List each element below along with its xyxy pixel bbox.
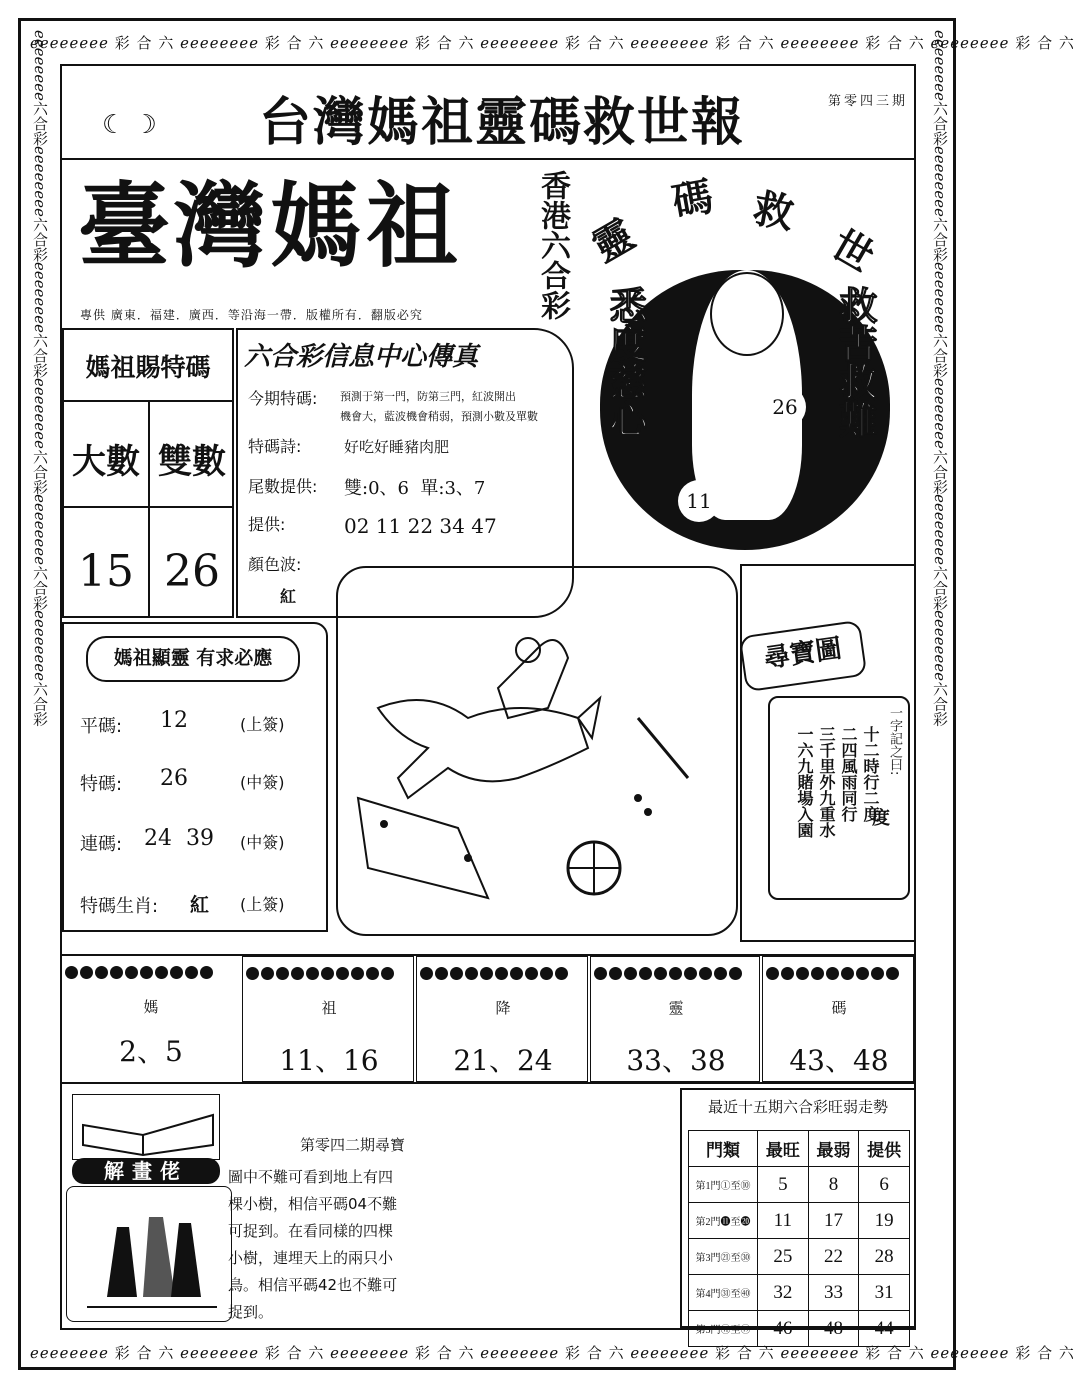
number-cell-1 — [62, 956, 240, 1082]
cell-numbers-3: 21、24 — [453, 1044, 553, 1077]
trend-cell: 25 — [758, 1239, 809, 1275]
trend-cell: 8 — [808, 1167, 859, 1203]
hk-mark-six-label: 香港六合彩 — [535, 170, 570, 320]
left-vertical-text: 悉度慈心 — [603, 286, 647, 438]
treasure-poem-line-4: 一六九賭場入園 — [795, 726, 814, 838]
trend-cell: 5 — [758, 1167, 809, 1203]
number-cell-3 — [416, 956, 588, 1082]
number-cell-5 — [762, 956, 914, 1082]
mazu-box — [62, 622, 328, 932]
medallion-number-11: 11 — [678, 480, 720, 522]
cell-char-1: 媽 — [143, 998, 159, 1016]
table-row — [689, 1311, 910, 1347]
trend-cell: 46 — [758, 1311, 809, 1347]
flat-code-value: 12 — [160, 708, 188, 733]
treasure-poem-line-2: 二四風雨同行 — [839, 726, 858, 822]
treasure-final-char: 度 — [872, 808, 890, 829]
cell-char-5: 碼 — [831, 999, 847, 1017]
zodiac-sign: (上簽) — [240, 895, 285, 914]
trend-header-category: 門類 — [689, 1131, 758, 1167]
cell-numbers-5: 43、48 — [789, 1044, 889, 1077]
arc-char-1: 靈 — [584, 211, 643, 272]
this-issue-text-1: 預測于第一門，防第三門，紅波開出 — [340, 390, 516, 403]
special-code-sign: (中簽) — [240, 773, 285, 792]
treasure-poem-line-3: 三千里外九重水 — [817, 726, 836, 838]
tail-text: 雙:0、6 單:3、7 — [344, 478, 486, 499]
trend-cell: 11 — [758, 1203, 809, 1239]
solution-text — [228, 1164, 397, 1326]
trend-row-label: 第5門㊶至㊾ — [689, 1311, 758, 1347]
solution-line-1: 圖中不難可看到地上有四 — [228, 1168, 394, 1186]
special-code-value-1: 15 — [78, 546, 134, 597]
brand-title: 臺灣媽祖 — [78, 172, 463, 280]
solution-line-3: 可捉到。在看同樣的四棵 — [228, 1222, 394, 1240]
zodiac-label: 特碼生肖: — [80, 896, 159, 917]
trend-row-label: 第1門①至⑩ — [689, 1167, 758, 1203]
trend-cell: 33 — [808, 1275, 859, 1311]
flat-code-sign: (上簽) — [240, 715, 285, 734]
right-border-strip: ℯℯℯℯℯℯℯℯ六合彩ℯℯℯℯℯℯℯℯ六合彩ℯℯℯℯℯℯℯℯ六合彩ℯℯℯℯℯℯℯℯ六合彩ℯℯℯℯℯℯℯℯ六合彩ℯℯℯℯℯℯℯℯ六合彩 — [931, 30, 949, 727]
buddha-medallion — [582, 160, 908, 552]
table-row — [689, 1203, 910, 1239]
color-label: 顏色波: — [248, 555, 302, 574]
horse-rider-drawing — [338, 568, 736, 934]
table-row — [689, 1239, 910, 1275]
trend-header-provide: 提供 — [859, 1131, 910, 1167]
solution-section — [62, 1090, 422, 1326]
trend-cell: 6 — [859, 1167, 910, 1203]
special-code-title: 媽祖賜特碼 — [85, 353, 211, 382]
bottom-border-strip: ℯℯℯℯℯℯℯℯ 彩 合 六 ℯℯℯℯℯℯℯℯ 彩 合 六 ℯℯℯℯℯℯℯℯ 彩 合 六 ℯℯℯℯℯℯℯℯ 彩 合 六 ℯℯℯℯℯℯℯℯ 彩 合 六 ℯℯℯℯℯℯℯℯ 彩 合 六 ℯℯℯℯℯℯℯℯ 彩 合 六 — [30, 1344, 1075, 1362]
left-border-strip: ℯℯℯℯℯℯℯℯ六合彩ℯℯℯℯℯℯℯℯ六合彩ℯℯℯℯℯℯℯℯ六合彩ℯℯℯℯℯℯℯℯ六合彩ℯℯℯℯℯℯℯℯ六合彩ℯℯℯℯℯℯℯℯ六合彩 — [31, 30, 49, 727]
trend-cell: 32 — [758, 1275, 809, 1311]
treasure-poem-line-1: 十二時行二度 — [861, 726, 880, 822]
treasure-map-title: 尋寶圖 — [739, 620, 868, 692]
table-row — [689, 1275, 910, 1311]
big-number-label: 大數 — [72, 442, 140, 482]
even-number-label: 雙數 — [158, 442, 226, 482]
provide-numbers: 02 11 22 34 47 — [344, 514, 497, 538]
special-code-value: 26 — [160, 766, 188, 791]
arc-char-4: 世 — [823, 221, 882, 282]
trend-header-row — [689, 1131, 910, 1167]
arc-char-2: 碼 — [668, 173, 717, 227]
trend-row-label: 第3門㉑至㉚ — [689, 1239, 758, 1275]
issue-number: 第零四三期 — [827, 94, 908, 109]
cell-numbers-2: 11、16 — [279, 1044, 379, 1077]
linked-code-label: 連碼: — [80, 834, 123, 855]
treasure-prefix: 一字記之曰: — [887, 706, 902, 776]
color-value: 紅 — [280, 587, 297, 606]
moon-decoration: ☾ ☽ — [102, 110, 157, 140]
solution-line-4: 小樹，連埋天上的兩只小 — [228, 1249, 394, 1267]
this-issue-label: 今期特碼: — [248, 389, 318, 408]
flat-code-label: 平碼: — [80, 716, 123, 737]
number-cell-2 — [242, 956, 414, 1082]
arc-char-3: 救 — [749, 185, 798, 239]
medallion-number-26: 26 — [764, 386, 806, 428]
trend-cell: 17 — [808, 1203, 859, 1239]
trend-cell: 28 — [859, 1239, 910, 1275]
poem-label: 特碼詩: — [248, 437, 302, 456]
cell-numbers-1: 2、5 — [119, 1035, 183, 1068]
top-border-strip: ℯℯℯℯℯℯℯℯ 彩 合 六 ℯℯℯℯℯℯℯℯ 彩 合 六 ℯℯℯℯℯℯℯℯ 彩 合 六 ℯℯℯℯℯℯℯℯ 彩 合 六 ℯℯℯℯℯℯℯℯ 彩 合 六 ℯℯℯℯℯℯℯℯ 彩 合 六 ℯℯℯℯℯℯℯℯ 彩 合 六 — [30, 34, 1075, 52]
trend-cell: 44 — [859, 1311, 910, 1347]
trend-cell: 31 — [859, 1275, 910, 1311]
special-code-box — [62, 328, 234, 618]
buddha-head — [710, 272, 784, 356]
horse-rider-illustration — [336, 566, 738, 936]
solution-heading: 第零四二期尋寶 — [300, 1136, 406, 1154]
trend-row-label: 第4門㉛至㊵ — [689, 1275, 758, 1311]
number-row — [62, 954, 914, 1084]
figures-illustration — [66, 1186, 232, 1322]
book-illustration — [72, 1094, 220, 1160]
number-cell-4 — [590, 956, 760, 1082]
this-issue-text-2: 機會大，藍波機會稍弱，預測小數及單數 — [340, 410, 538, 423]
special-code-label: 特碼: — [80, 774, 123, 795]
trend-header-coldest: 最弱 — [808, 1131, 859, 1167]
trend-cell: 19 — [859, 1203, 910, 1239]
trend-cell: 22 — [808, 1239, 859, 1275]
newspaper-title: 台灣媽祖靈碼救世報 — [258, 93, 745, 153]
cell-char-2: 祖 — [321, 999, 337, 1017]
cell-numbers-4: 33、38 — [626, 1044, 726, 1077]
tail-label: 尾數提供: — [248, 477, 318, 496]
right-vertical-text: 救苦救難 — [833, 286, 877, 438]
linked-code-sign: (中簽) — [240, 833, 285, 852]
solution-badge: 解畫佬 — [72, 1158, 220, 1184]
linked-code-value: 24 39 — [144, 826, 214, 851]
solution-line-6: 捉到。 — [228, 1303, 274, 1321]
mazu-box-title: 媽祖顯靈 有求必應 — [86, 636, 300, 682]
table-row — [689, 1167, 910, 1203]
treasure-map-box — [740, 564, 916, 942]
trend-title: 最近十五期六合彩旺弱走勢 — [707, 1098, 888, 1116]
header-band — [62, 66, 914, 160]
solution-line-2: 棵小樹，相信平碼04不難 — [228, 1195, 398, 1213]
cell-char-4: 靈 — [668, 999, 684, 1017]
trend-cell: 48 — [808, 1311, 859, 1347]
ball-row — [64, 964, 214, 983]
zodiac-value: 紅 — [190, 894, 210, 916]
provide-label: 提供: — [248, 515, 286, 534]
special-code-value-2: 26 — [164, 546, 220, 597]
trend-header-hottest: 最旺 — [758, 1131, 809, 1167]
distribution-notice: 專供 廣東．福建．廣西．等沿海一帶．版權所有．翻版必究 — [80, 308, 423, 322]
trend-box — [680, 1088, 916, 1339]
solution-line-5: 鳥。相信平碼42也不難可 — [228, 1276, 398, 1294]
poem-text: 好吃好睡豬肉肥 — [344, 438, 450, 456]
info-center-title: 六合彩信息中心傳真 — [244, 342, 479, 372]
trend-table — [688, 1130, 910, 1347]
trend-row-label: 第2門⓫至⓴ — [689, 1203, 758, 1239]
cell-char-3: 降 — [495, 999, 511, 1017]
